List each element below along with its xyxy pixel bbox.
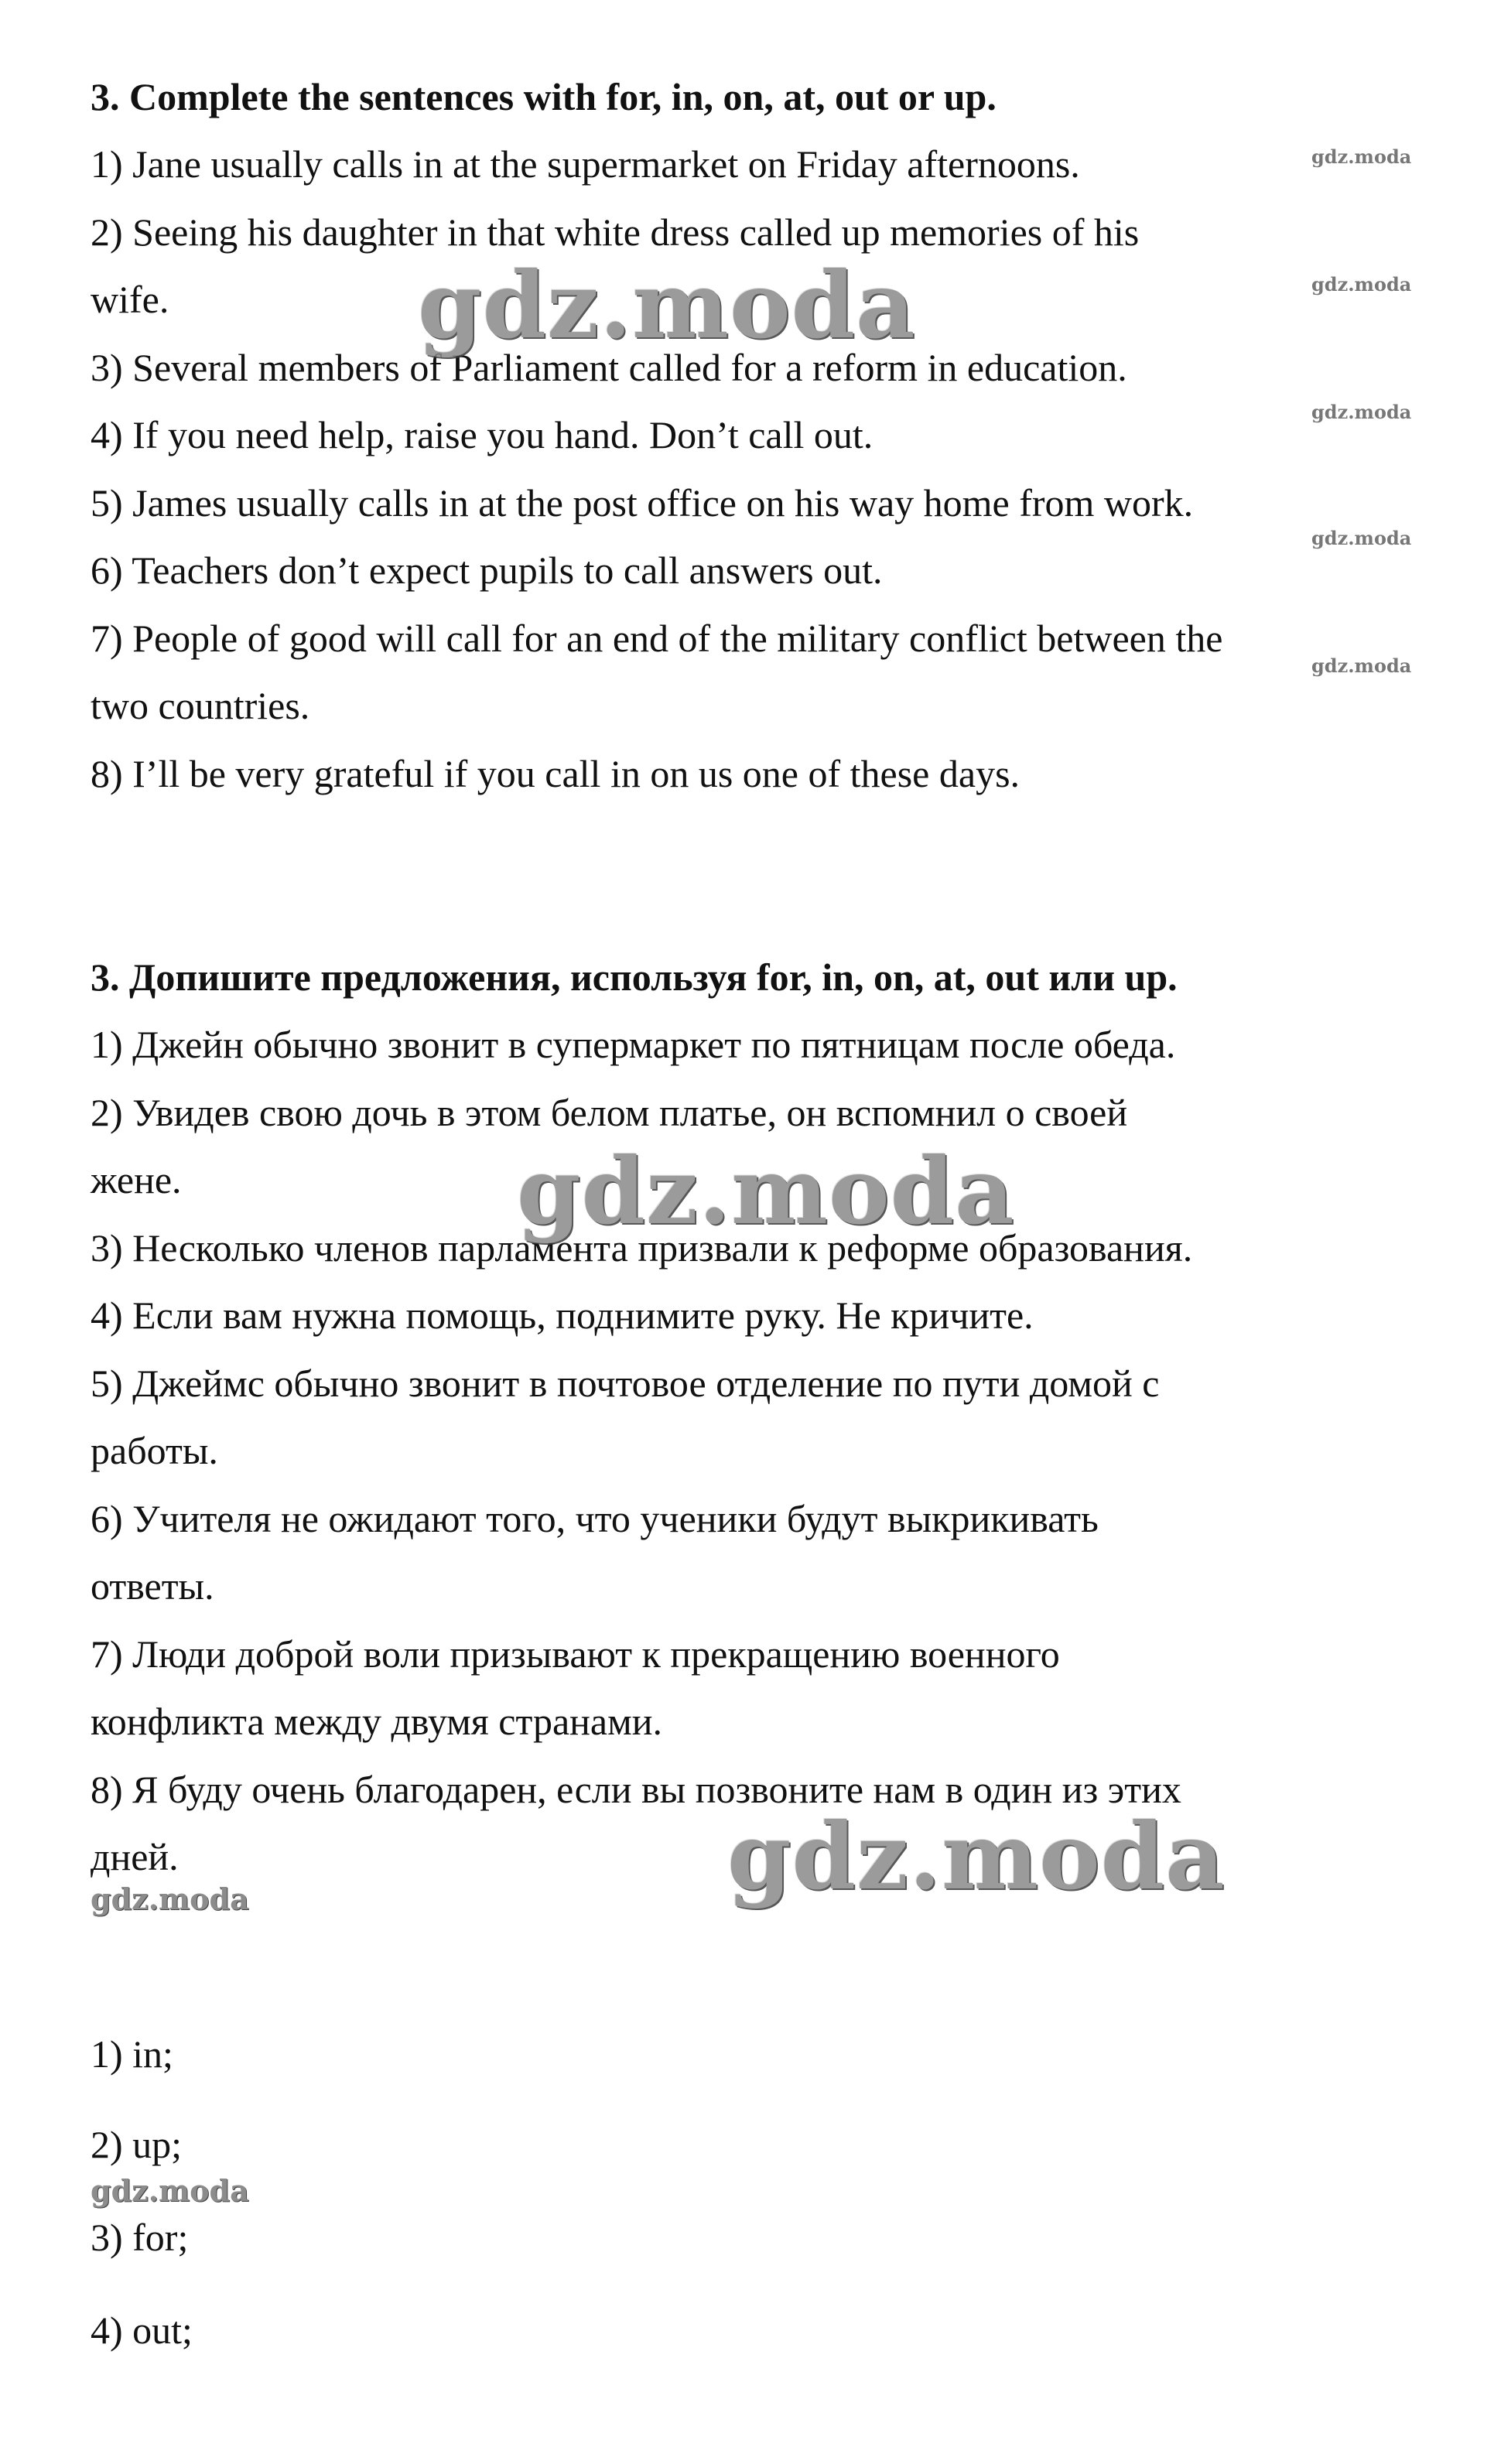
watermark-small: gdz.moda [1311,273,1412,296]
english-line-8: 7) People of good will call for an end of the military conflict between the [91,617,1223,660]
watermark-large: gdz.moda [727,1803,1226,1910]
russian-line-4: 3) Несколько членов парламента призвали к реформе образования. [91,1226,1193,1270]
answer-2: 2) up; [91,2123,183,2166]
answer-3: 3) for; [91,2216,189,2259]
watermark-small: gdz.moda [1311,145,1412,168]
english-line-5: 4) If you need help, raise you hand. Don’t call out. [91,413,873,456]
russian-line-3: жене. [91,1158,182,1201]
watermark-medium: gdz.moda [91,2173,249,2208]
russian-line-5: 4) Если вам нужна помощь, поднимите руку. Не кричите. [91,1294,1034,1337]
english-line-1: 1) Jane usually calls in at the supermarket on Friday afternoons. [91,142,1080,186]
watermark-large: gdz.moda [418,251,916,359]
russian-line-6: 5) Джеймс обычно звонит в почтовое отделение по пути домой с [91,1362,1160,1405]
watermark-medium: gdz.moda [91,1881,249,1916]
english-heading: 3. Complete the sentences with for, in, on, at, out or up. [91,75,997,118]
russian-line-8: 6) Учителя не ожидают того, что ученики будут выкрикивать [91,1497,1099,1540]
english-line-3: wife. [91,278,169,321]
watermark-small: gdz.moda [1311,654,1412,677]
answer-1: 1) in; [91,2032,173,2076]
english-line-6: 5) James usually calls in at the post office on his way home from work. [91,481,1194,525]
watermark-small: gdz.moda [1311,527,1412,549]
russian-line-10: 7) Люди доброй воли призывают к прекращению военного [91,1632,1060,1676]
english-line-10: 8) I’ll be very grateful if you call in on us one of these days. [91,752,1021,795]
watermark-small: gdz.moda [1311,401,1412,423]
russian-line-13: дней. [91,1835,179,1878]
answer-4: 4) out; [91,2309,193,2352]
russian-line-7: работы. [91,1429,218,1472]
watermark-large: gdz.moda [517,1137,1015,1245]
english-line-4: 3) Several members of Parliament called for a reform in education. [91,346,1127,389]
russian-line-9: ответы. [91,1564,214,1608]
russian-line-12: 8) Я буду очень благодарен, если вы позвоните нам в один из этих [91,1768,1181,1811]
english-line-2: 2) Seeing his daughter in that white dress called up memories of his [91,210,1140,254]
english-line-7: 6) Teachers don’t expect pupils to call answers out. [91,549,883,592]
russian-line-2: 2) Увидев свою дочь в этом белом платье, он вспомнил о своей [91,1091,1128,1134]
russian-heading: 3. Допишите предложения, используя for, in, on, at, out или up. [91,955,1178,999]
english-line-9: two countries. [91,684,310,727]
russian-line-1: 1) Джейн обычно звонит в супермаркет по пятницам после обеда. [91,1023,1176,1066]
russian-line-11: конфликта между двумя странами. [91,1700,662,1743]
